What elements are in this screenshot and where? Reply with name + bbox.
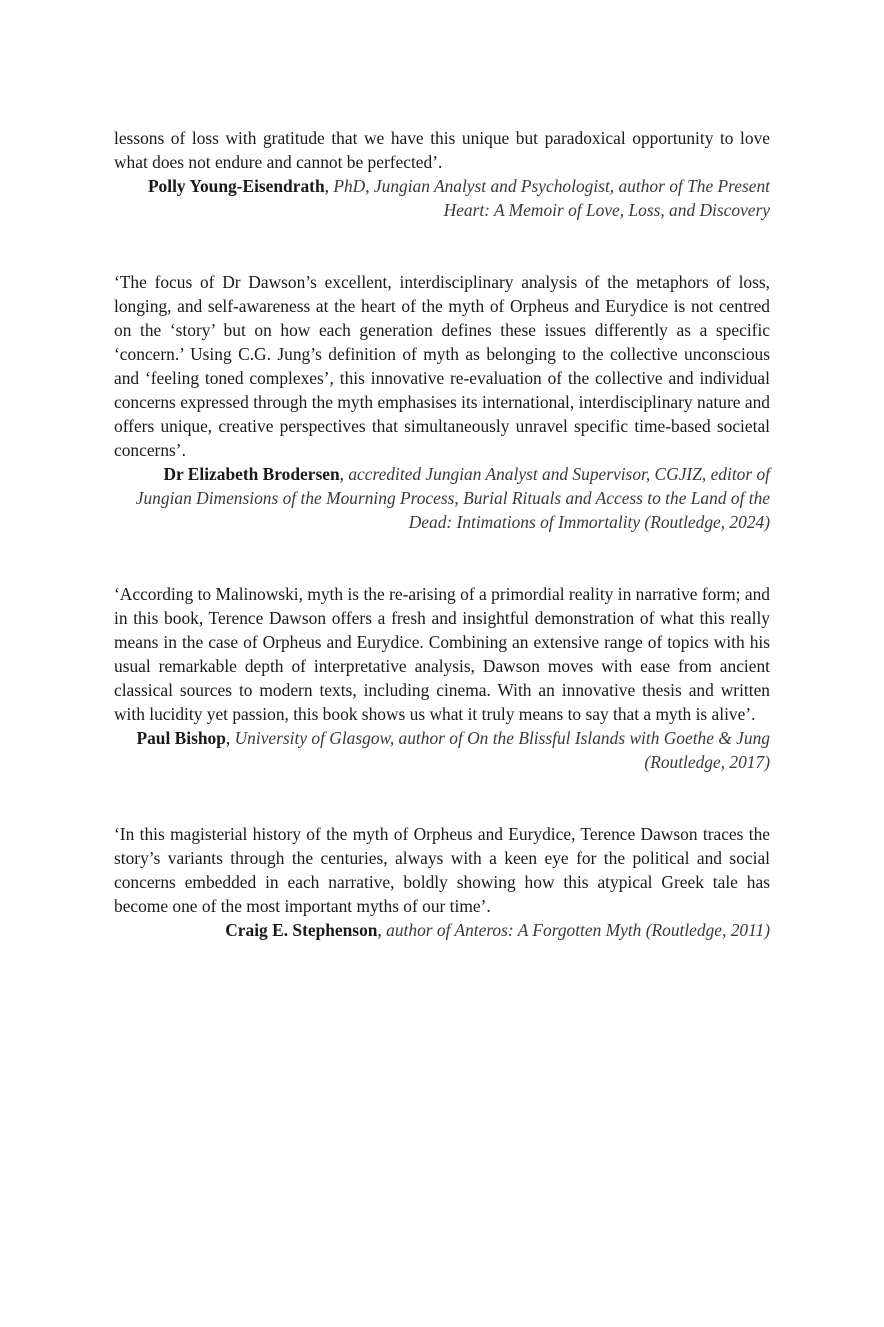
endorser-name: Paul Bishop: [136, 728, 226, 748]
attribution-separator: ,: [324, 176, 334, 196]
endorser-name: Polly Young-Eisendrath: [147, 176, 325, 196]
endorsement-attribution: [114, 462, 770, 534]
endorser-description: PhD, Jungian Analyst and Psychologist, author of The Present Heart: A Memoir of Love, Loss, and Discovery: [333, 176, 770, 220]
endorsement-attribution: [114, 918, 770, 942]
endorsement-block: [114, 822, 770, 942]
endorsements-page: [114, 126, 770, 942]
endorsement-quote: ‘The focus of Dr Dawson’s excellent, interdisciplinary analysis of the metaphors of loss, longing, and self-awareness at the heart of the myth of Orpheus and Eurydice is not centred on the ‘story’ but on how each generation defines these issues differently as a specific ‘concern.’ Using C.G. Jung’s definition of myth as belonging to the collective unconscious and ‘feeling toned complexes’, this innovative re-evaluation of the collective and individual concerns expressed through the myth emphasises its international, interdisciplinary nature and offers unique, creative perspectives that simultaneously unravel specific time-based societal concerns’.: [114, 272, 770, 460]
endorsement-attribution: [114, 174, 770, 222]
attribution-separator: ,: [377, 920, 387, 940]
attribution-separator: ,: [225, 728, 235, 748]
endorser-name: Dr Elizabeth Brodersen: [163, 464, 340, 484]
endorser-name: Craig E. Stephenson: [225, 920, 378, 940]
attribution-separator: ,: [339, 464, 349, 484]
endorsement-quote: ‘According to Malinowski, myth is the re-arising of a primordial reality in narrative form; and in this book, Terence Dawson offers a fresh and insightful demonstration of what this really means in the case of Orpheus and Eurydice. Combining an extensive range of topics with his usual remarkable depth of interpretative analysis, Dawson moves with ease from ancient classical sources to modern texts, including cinema. With an innovative thesis and written with lucidity yet passion, this book shows us what it truly means to say that a myth is alive’.: [114, 584, 770, 724]
endorser-description: University of Glasgow, author of On the Blissful Islands with Goethe & Jung (Routledge, 2017): [234, 728, 770, 772]
endorsement-block: [114, 270, 770, 534]
endorsement-block: [114, 582, 770, 774]
endorsement-block: [114, 126, 770, 222]
endorser-description: accredited Jungian Analyst and Supervisor, CGJIZ, editor of Jungian Dimensions of the Mourning Process, Burial Rituals and Access to the Land of the Dead: Intimations of Immortality (Routledge, 2024): [135, 464, 770, 532]
endorsement-quote: lessons of loss with gratitude that we have this unique but paradoxical opportunity to love what does not endure and cannot be perfected’.: [114, 128, 770, 172]
endorsement-attribution: [114, 726, 770, 774]
endorser-description: author of Anteros: A Forgotten Myth (Routledge, 2011): [386, 920, 770, 940]
endorsement-quote: ‘In this magisterial history of the myth of Orpheus and Eurydice, Terence Dawson traces the story’s variants through the centuries, always with a keen eye for the political and social concerns embedded in each narrative, boldly showing how this atypical Greek tale has become one of the most important myths of our time’.: [114, 824, 770, 916]
